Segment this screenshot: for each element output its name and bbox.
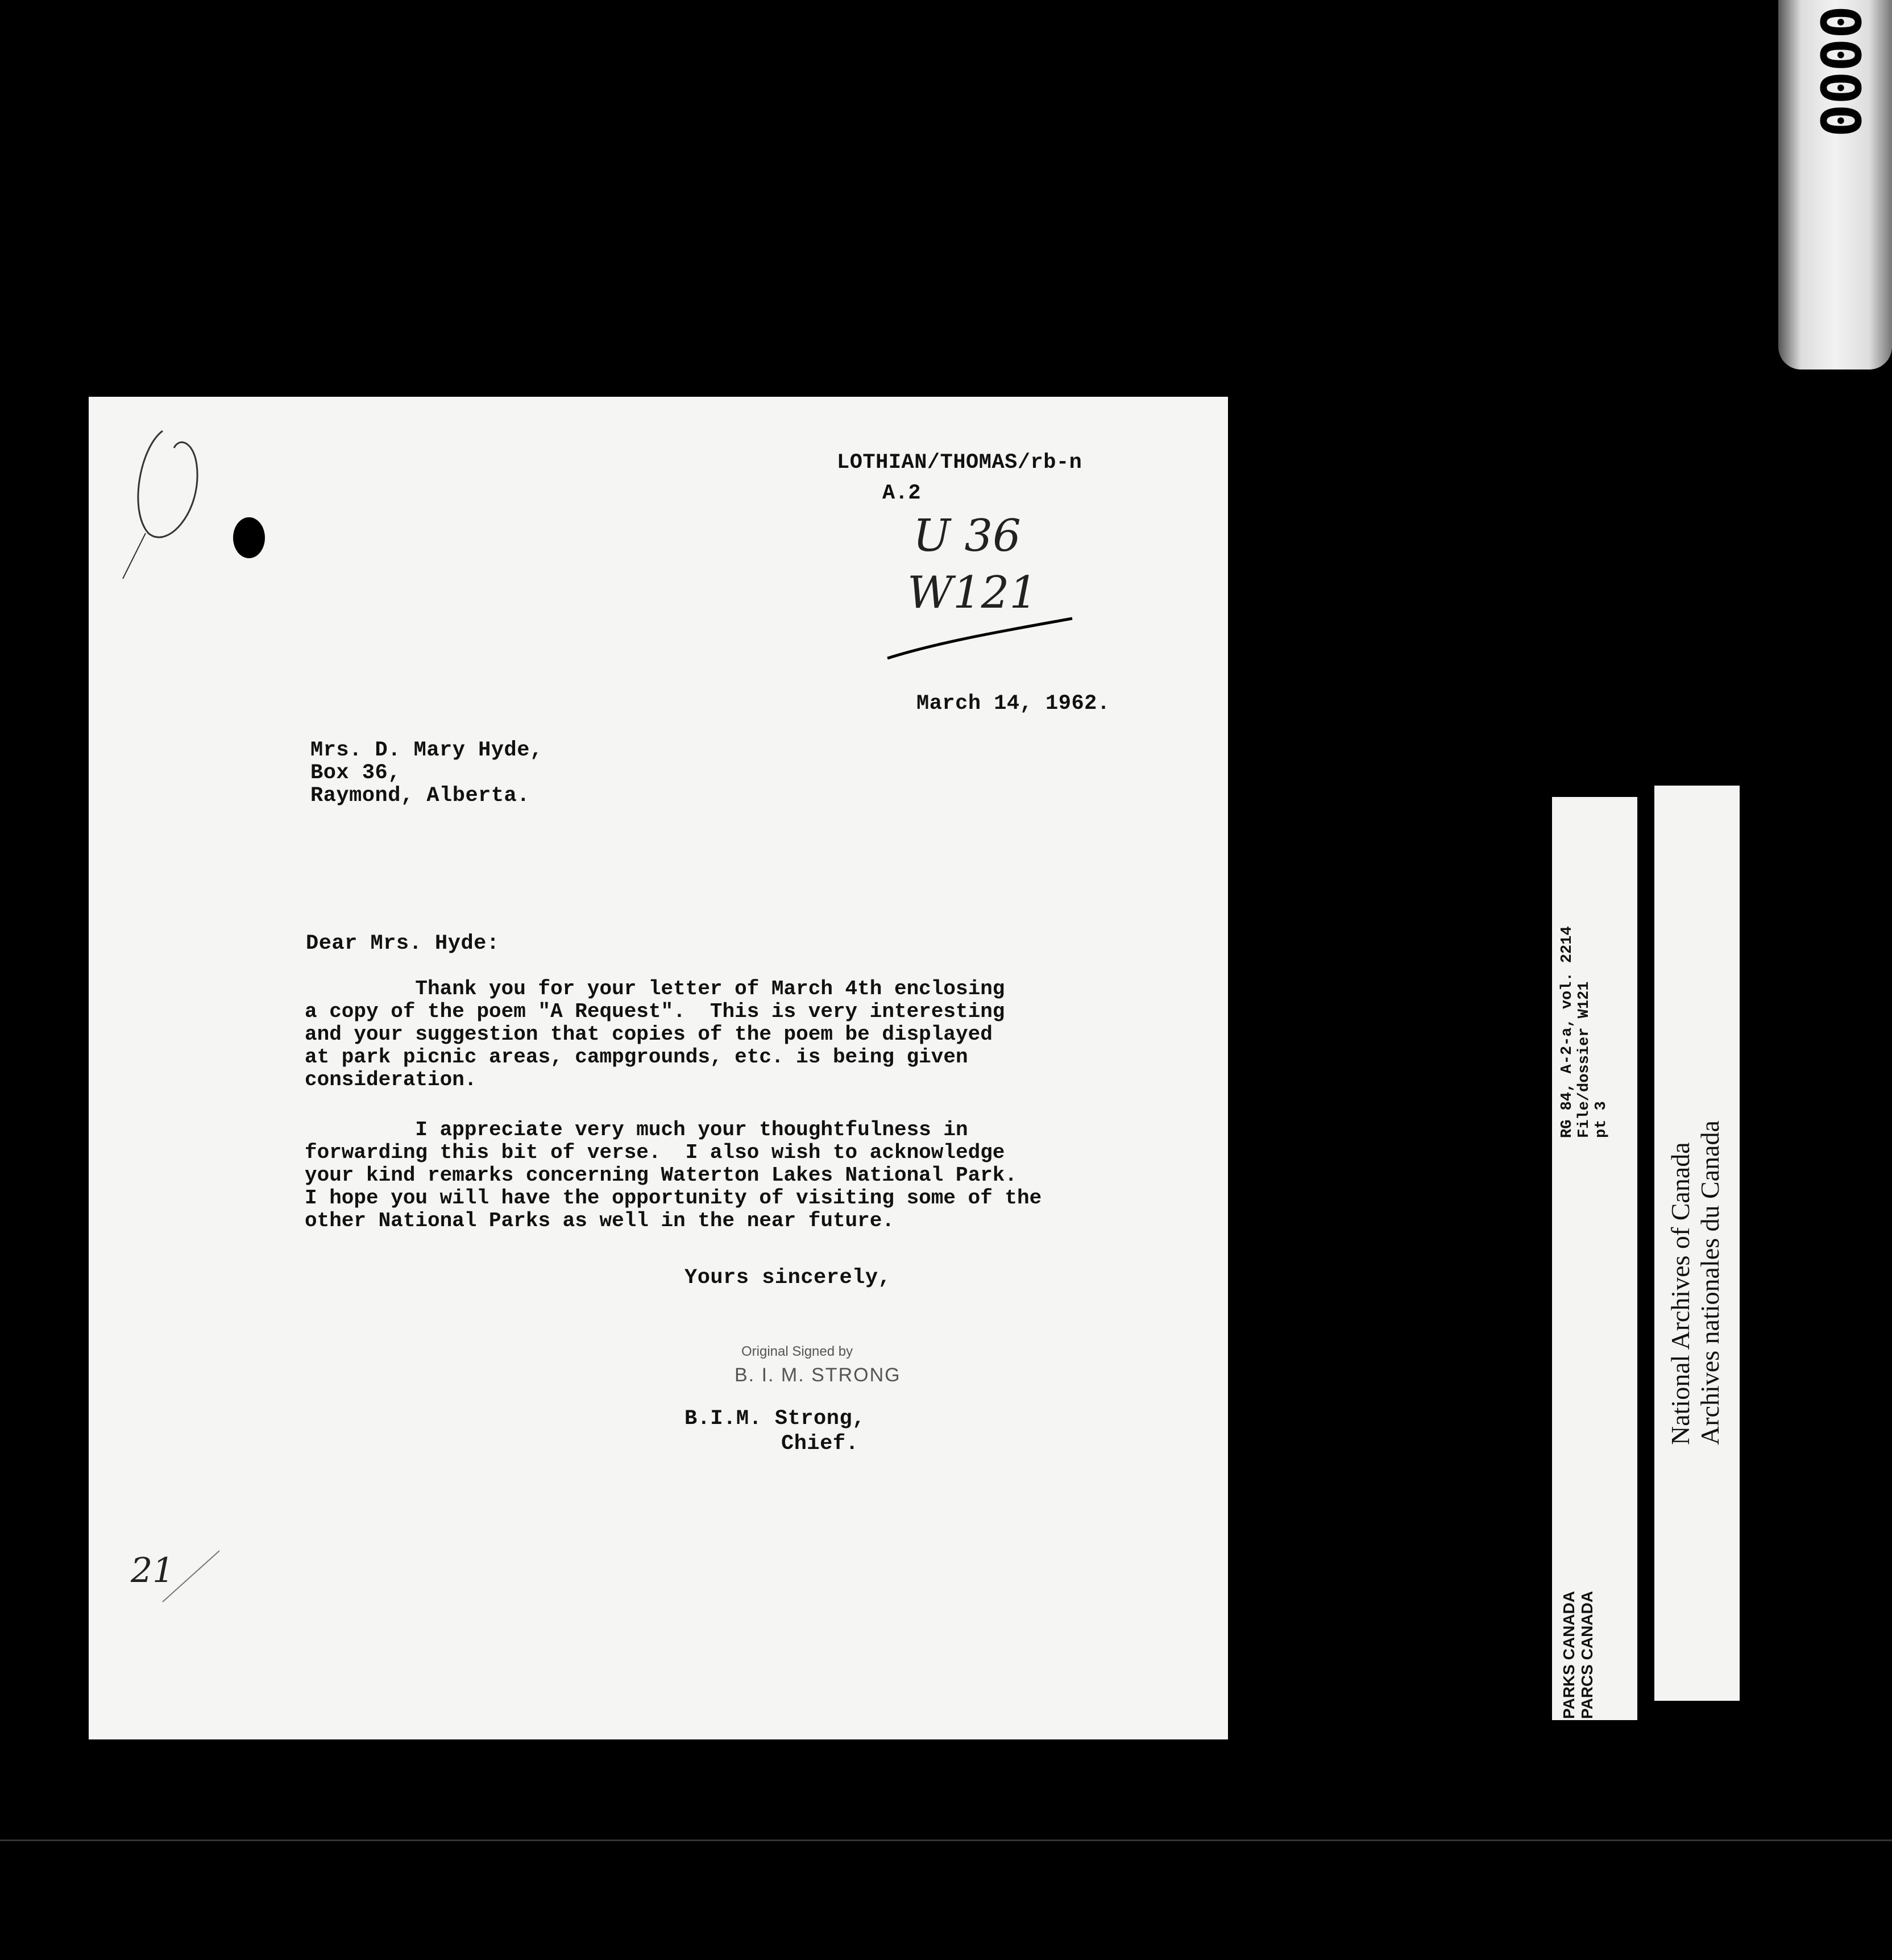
archive-reference: [1559, 926, 1610, 1138]
margin-mark-bottom: 21: [131, 1551, 175, 1591]
frame-number: 0000: [1808, 6, 1872, 138]
handwritten-file-number-1: U 36: [913, 510, 1021, 562]
paragraph-1-line: Thank you for your letter of March 4th enclosing: [305, 977, 1005, 1000]
paragraph-1-line: at park picnic areas, campgrounds, etc. is being given: [305, 1045, 968, 1069]
signature-stamp-line-2: B. I. M. STRONG: [735, 1364, 901, 1386]
reference-initials: LOTHIAN/THOMAS/rb-n: [837, 451, 1082, 475]
paragraph-2-line: your kind remarks concerning Waterton Lakes National Park.: [305, 1164, 1018, 1187]
archive-reference-line: File/dossier W121: [1576, 981, 1593, 1138]
paragraph-1-line: consideration.: [305, 1068, 477, 1091]
national-archives-label: [1654, 786, 1740, 1701]
agency-name-fr: PARCS CANADA: [1578, 1591, 1596, 1719]
letter-page: [89, 397, 1228, 1739]
national-archives-name: [1666, 1120, 1725, 1445]
archive-reference-line: pt 3: [1593, 1101, 1610, 1138]
paragraph-2-line: I appreciate very much your thoughtfulness in: [305, 1118, 968, 1141]
signature-stamp-line-1: Original Signed by: [741, 1344, 853, 1359]
handwritten-file-number-2: W121: [907, 567, 1038, 618]
recipient-name: Mrs. D. Mary Hyde,: [310, 738, 543, 762]
agency-name: [1560, 1591, 1596, 1719]
paragraph-2-line: I hope you will have the opportunity of visiting some of the: [305, 1186, 1042, 1210]
archive-reference-line: RG 84, A-2-a, vol. 2214: [1559, 926, 1576, 1138]
salutation: Dear Mrs. Hyde:: [306, 932, 500, 956]
closing: Yours sincerely,: [684, 1266, 891, 1290]
archives-name-en: National Archives of Canada: [1666, 1142, 1695, 1445]
letter-date: March 14, 1962.: [916, 692, 1110, 716]
paragraph-2-line: other National Parks as well in the near future.: [305, 1209, 894, 1232]
signer-title: Chief.: [781, 1432, 859, 1456]
paragraph-1-line: and your suggestion that copies of the poem be displayed: [305, 1023, 993, 1046]
recipient-address-1: Box 36,: [310, 761, 401, 785]
film-frame-counter: [1778, 0, 1892, 369]
recipient-address-2: Raymond, Alberta.: [310, 784, 530, 808]
paragraph-1: [305, 978, 1135, 1091]
signer-name: B.I.M. Strong,: [684, 1407, 865, 1431]
agency-name-en: PARKS CANADA: [1560, 1591, 1578, 1719]
paragraph-2: [305, 1119, 1135, 1232]
archives-name-fr: Archives nationales du Canada: [1695, 1120, 1724, 1445]
film-edge-line: [0, 1839, 1892, 1841]
paragraph-1-line: a copy of the poem "A Request". This is very interesting: [305, 1000, 1005, 1023]
archive-reference-label: [1552, 797, 1637, 1720]
file-code: A.2: [882, 481, 922, 505]
paragraph-2-line: forwarding this bit of verse. I also wish to acknowledge: [305, 1141, 1005, 1164]
